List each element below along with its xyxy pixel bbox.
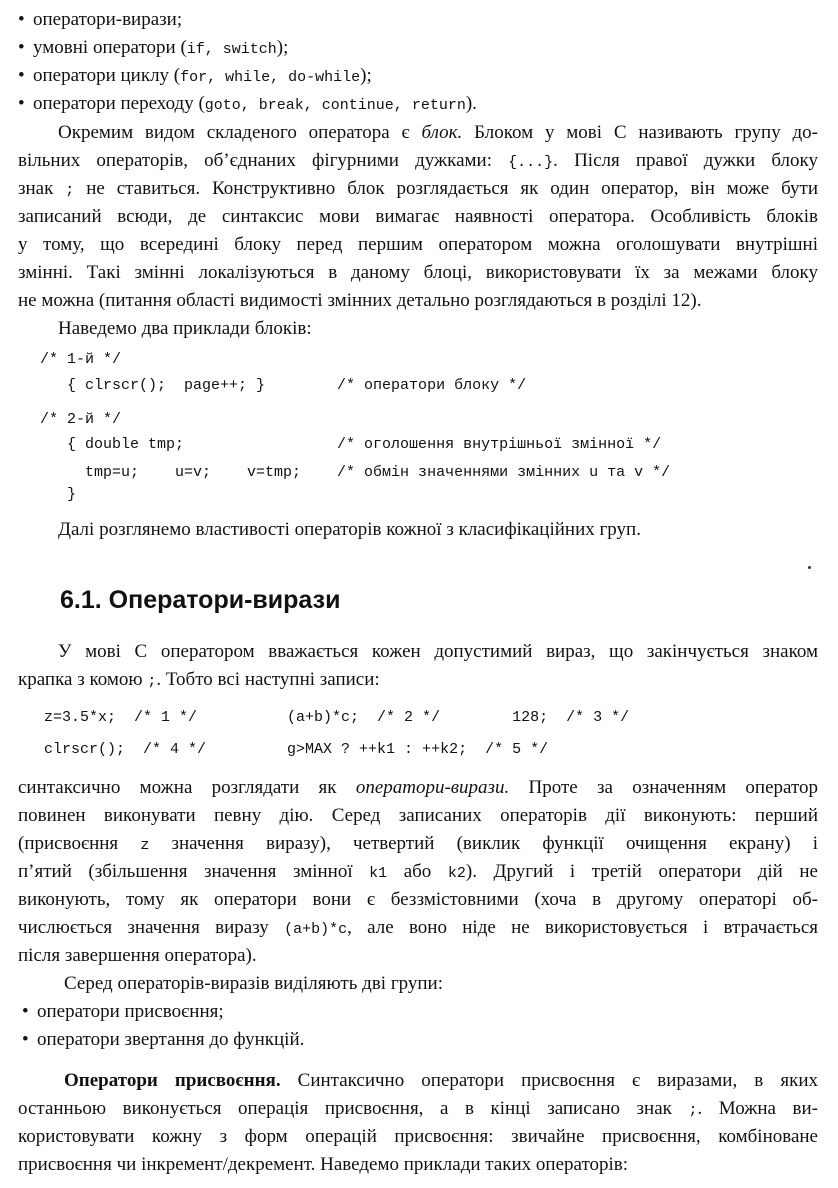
paragraph-line: користовувати кожну з форм операцій присвоєння: звичайне присвоєння, комбіноване <box>18 1126 818 1147</box>
code-line: { double tmp; /* оголошення внутрішньої змінної */ <box>40 436 662 453</box>
bullet-icon: • <box>22 1001 29 1022</box>
list-item: • оператори циклу (for, while, do-while); <box>18 65 372 86</box>
bullet-icon: • <box>18 9 25 30</box>
code-line: clrscr(); /* 4 */ g>MAX ? ++k1 : ++k2; /* 5 */ <box>44 741 549 758</box>
paragraph-line: змінні. Такі змінні локалізуються в даному блоці, використовувати їх за межами блоку <box>18 262 818 283</box>
paragraph-line: Окремим видом складеного оператора є блок. Блоком у мові С називають групу до- <box>58 122 819 143</box>
paragraph-line: Далі розглянемо властивості операторів кожної з класифікаційних груп. <box>58 519 641 540</box>
paragraph-line: записаний всюди, де синтаксис мови вимагає наявності оператора. Особливість блоків <box>18 206 818 227</box>
paragraph-line: повинен виконувати певну дію. Серед записаних операторів дії виконують: перший <box>18 805 818 826</box>
paragraph-line: не можна (питання області видимості змінних детально розглядаються в розділі 12). <box>18 290 702 311</box>
paragraph-line: останньою виконується операція присвоєння, а в кінці записано знак ;. Можна ви- <box>18 1098 818 1119</box>
code-line: /* 2-й */ <box>40 411 122 428</box>
section-heading: 6.1. Оператори-вирази <box>60 586 341 614</box>
code-line: } <box>40 486 77 503</box>
paragraph-line: п’ятий (збільшення значення змінної k1 або k2). Другий і третій оператори дій не <box>18 861 818 882</box>
paragraph-line: (присвоєння z значення виразу), четвертий (виклик функції очищення екрану) і <box>18 833 819 854</box>
bullet-icon: • <box>18 93 25 114</box>
paragraph-line: присвоєння чи інкремент/декремент. Наведемо приклади таких операторів: <box>18 1154 629 1175</box>
list-item: • оператори звертання до функцій. <box>22 1029 305 1050</box>
examples-intro: Наведемо два приклади блоків: <box>58 318 312 339</box>
code-line: z=3.5*x; /* 1 */ (a+b)*c; /* 2 */ 128; /* 3 */ <box>44 709 630 726</box>
paragraph-line: після завершення оператора). <box>18 945 257 966</box>
run-in-heading: Оператори присвоєння. <box>64 1070 281 1091</box>
list-item: • оператори-вирази; <box>18 9 183 30</box>
speck-mark <box>808 566 811 569</box>
paragraph-line: виконують, тому як оператори вони є беззмістовними (хоча в другому операторі об- <box>18 889 818 910</box>
paragraph-line: У мові С оператором вважається кожен допустимий вираз, що закінчується знаком <box>58 641 818 662</box>
code-line: { clrscr(); page++; } /* оператори блоку */ <box>40 377 527 394</box>
paragraph-line: числюється значення виразу (a+b)*c, але воно ніде не використовується і втрачається <box>18 917 818 938</box>
paragraph-line: синтаксично можна розглядати як оператори-вирази. Проте за означенням оператор <box>18 777 818 798</box>
bullet-icon: • <box>22 1029 29 1050</box>
paragraph-line: Оператори присвоєння. Синтаксично оператори присвоєння є виразами, в яких <box>64 1070 818 1091</box>
code-line: /* 1-й */ <box>40 351 122 368</box>
code-line: tmp=u; u=v; v=tmp; /* обмін значеннями змінних u та v */ <box>40 464 671 481</box>
list-item: • умовні оператори (if, switch); <box>18 37 289 58</box>
bullet-icon: • <box>18 65 25 86</box>
paragraph-line: крапка з комою ;. Тобто всі наступні записи: <box>18 669 380 690</box>
bullet-icon: • <box>18 37 25 58</box>
groups-intro: Серед операторів-виразів виділяють дві групи: <box>64 973 443 994</box>
paragraph-line: у тому, що всередині блоку перед першим оператором можна оголошувати внутрішні <box>18 234 818 255</box>
paragraph-line: знак ; не ставиться. Конструктивно блок розглядається як один оператор, він може бути <box>18 178 818 199</box>
list-item: • оператори переходу (goto, break, continue, return). <box>18 93 477 114</box>
paragraph-line: вільних операторів, об’єднаних фігурними дужками: {...}. Після правої дужки блоку <box>18 150 818 171</box>
list-item: • оператори присвоєння; <box>22 1001 224 1022</box>
